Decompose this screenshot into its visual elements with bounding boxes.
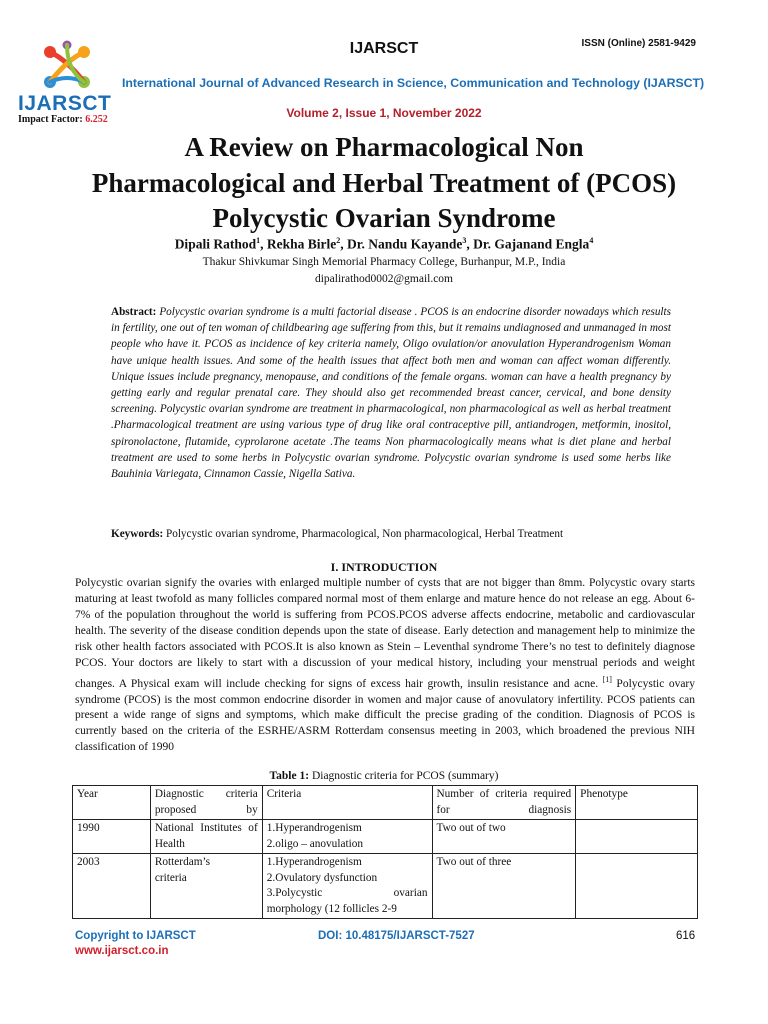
abstract-label: Abstract: [111,306,157,318]
table-caption-text: Diagnostic criteria for PCOS (summary) [311,770,499,782]
intro-text-1: Polycystic ovarian signify the ovaries with enlarged multiple number of cysts that are not bigger than 8mm. Polycystic ovary starts maturing at least twofold as many follicles compared normal most of them enlarge and mature hence do not release an egg. About 6-7% of the population throughout the world is suffering from PCOS.PCOS adverse affects endocrine, metabolic and cardiovascular health. The severity of the disease condition depends upon the state of disease. Early detection and management help to minimize the risk other health factors associated with PCOS.It is also known as Stein – Leventhal syndrome There’s no test to definitely diagnose PCOS. Your doctors are likely to start with a discussion of your medical history, including your menstrual periods and weight changes. A Physical exam will include checking for signs of excess hair growth, insulin resistance and acne. [75,577,695,690]
author-list [40,236,728,253]
author-sup: 4 [589,236,594,245]
footer-doi-link[interactable]: DOI: 10.48175/IJARSCT-7527 [318,930,475,942]
table-cell-year: 1990 [73,820,151,854]
diagnostic-criteria-table [72,785,698,919]
table-cell-by: National Institutes of Health [150,820,262,854]
author-name: Rekha Birle [266,236,337,252]
author-sep: , [466,236,474,252]
abstract-text: Polycystic ovarian syndrome is a multi factorial disease . PCOS is an endocrine disorder nowadays which results in fertility, one out of ten woman of childbearing age suffering from this, but it remains undiagnosed and unmanaged in most people who have it. PCOS as incidence of key criteria namely, Oligo ovulation/or anovulation Hyperandrogenism Woman have unique health issues. And some of the health issues that affect both men and woman can affect woman differently. Unique issues include pregnancy, menopause, and conditions of the female organs. woman can have a health pregnancy by getting early and regular prenatal care. They should also get recommended breast cancer, cervical, and bone density screening. Polycystic ovarian syndrome are treatment in pharmacological, non pharmacological as well as herbal treatment .Pharmacological treatment are using various type of drug like oral contraceptive pill, antiandrogen, metformin, inositol, spironolactone, flutamide, cyprolarone acetate .The teams Non pharmacologically means what is diet plane and herbal treatment are used to some herbs in Polycystic ovarian syndrome. Polycystic ovarian syndrome is used some herbs like Bauhinia Variegata, Cinnamon Cassie, Nigella Sativa. [111,306,671,481]
author-sep: , [340,236,347,252]
author-email[interactable]: dipalirathod0002@gmail.com [314,273,454,285]
table-caption-label: Table 1: [269,770,310,782]
title-line-3: Polycystic Ovarian Syndrome [212,203,556,233]
intro-paragraph [75,576,695,756]
volume-issue: Volume 2, Issue 1, November 2022 [286,106,482,120]
table-header-cell: Criteria [262,786,432,820]
table-cell-criteria [262,820,432,854]
criteria-item: 2.oligo – anovulation [266,837,364,850]
affiliation: Thakur Shivkumar Singh Memorial Pharmacy College, Burhanpur, M.P., India [202,256,566,268]
table-cell-year: 2003 [73,854,151,919]
issn: ISSN (Online) 2581-9429 [581,38,696,49]
title-line-1: A Review on Pharmacological Non [184,132,584,162]
table-cell-by-text: Rotterdam’s criteria [154,856,211,884]
journal-full-name: International Journal of Advanced Research in Science, Communication and Technology (IJARSCT) [122,76,705,90]
logo-text: IJARSCT [18,92,112,115]
keywords [111,528,671,540]
table-header-cell: Number of criteria required for diagnosis [432,786,576,820]
author-sup: 1 [256,236,261,245]
footer-website-link[interactable]: www.ijarsct.co.in [75,945,169,957]
journal-abbrev: IJARSCT [349,40,419,57]
table-row [73,854,698,919]
criteria-item: 1.Hyperandrogenism [266,822,362,834]
table-cell-phenotype [576,820,698,854]
table-header-cell: Phenotype [576,786,698,820]
author-sup: 2 [336,236,341,245]
author-sup: 3 [462,236,467,245]
keywords-text: Polycystic ovarian syndrome, Pharmacological, Non pharmacological, Herbal Treatment [166,528,564,540]
criteria-item: 2.Ovulatory dysfunction [266,871,378,884]
author-name: Dipali Rathod [174,236,257,252]
keywords-label: Keywords: [111,528,164,540]
citation-ref[interactable]: [1] [602,674,612,684]
title-line-2: Pharmacological and Herbal Treatment of (PCOS) [91,167,677,198]
author-name: Dr. Gajanand Engla [473,236,590,252]
table-caption [0,770,768,782]
table-cell-criteria [262,854,432,919]
footer-copyright: Copyright to IJARSCT [75,930,196,942]
table-cell-number: Two out of three [432,854,576,919]
impact-value: 6.252 [85,114,108,125]
table-cell-phenotype [576,854,698,919]
table-row [73,820,698,854]
table-cell-number: Two out of two [432,820,576,854]
criteria-item: morphology (12 follicles 2-9 [266,902,397,915]
author-name: Dr. Nandu Kayande [346,236,463,252]
intro-text-2: Polycystic ovary syndrome (PCOS) is the most common endocrine disorder in women and major cause of anovulatory infertility. PCOS patients can present a wide range of signs and symptoms, which make difficult the precise grading of the condition. Diagnosis of PCOS is currently based on the criteria of the ESRHE/ASRM Rotterdam consensus meeting in 2003, which broadened the previous NIH classification of 1990 [75,677,696,754]
abstract [111,304,671,482]
impact-label: Impact Factor: [18,114,83,125]
table-header-row [73,786,698,820]
criteria-item: 3.Polycystic ovarian [266,887,428,899]
section-heading: I. INTRODUCTION [330,560,438,574]
paper-title [40,130,728,237]
criteria-item: 1.Hyperandrogenism [266,856,362,868]
table-cell-by [150,854,262,919]
table-header-cell: Year [73,786,151,820]
table-header-cell: Diagnostic criteria proposed by [150,786,262,820]
author-sep: , [260,236,267,252]
page-number: 616 [676,930,696,942]
